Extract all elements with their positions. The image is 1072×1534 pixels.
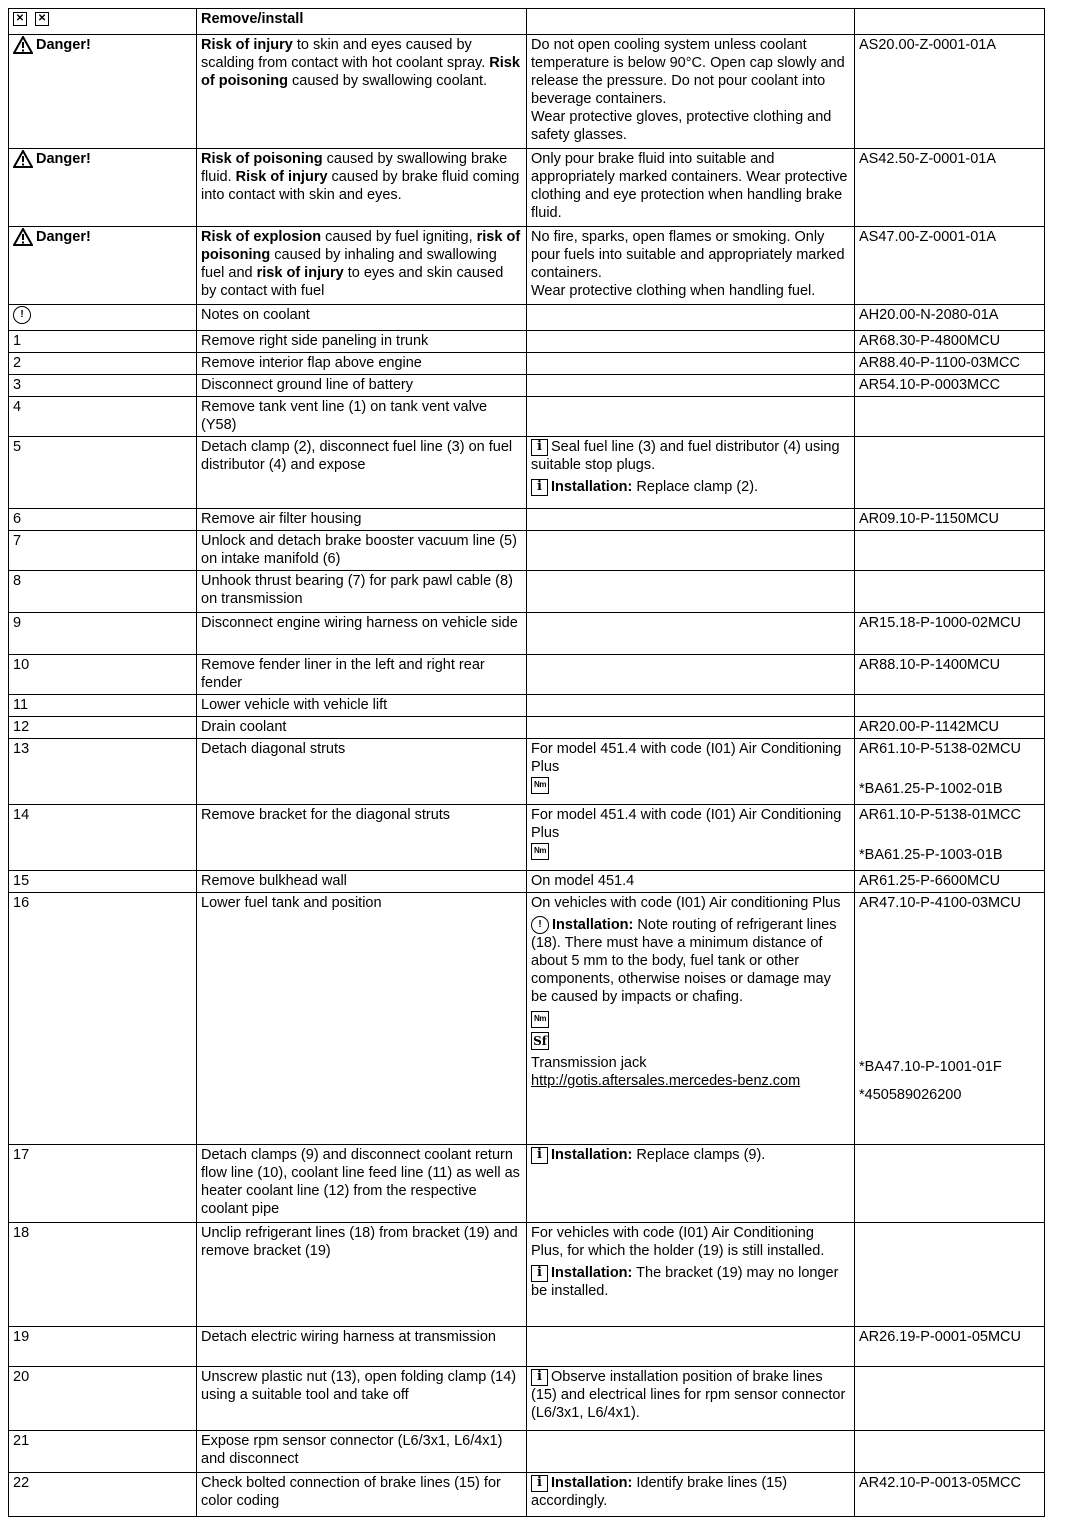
info-text: Note routing of refrigerant lines (18). There must have a minimum distance of about 5 mm to the body, fuel tank or other components, otherwise noises or damage may be caused by impacts or chafing. (531, 917, 837, 1006)
step-number: 18 (9, 1223, 197, 1327)
note-row (9, 305, 1045, 331)
risk-text: Risk of poisoning (201, 151, 323, 167)
step-text: Remove tank vent line (1) on tank vent valve (Y58) (197, 397, 527, 437)
document-ref: AR47.10-P-4100-03MCU (859, 895, 1021, 911)
torque-ref: *BA47.10-P-1001-01F (859, 1059, 1002, 1075)
measure-text: Only pour brake fluid into suitable and appropriately marked containers. Wear protective clothing and eye protection when handling brake fluid. (527, 149, 855, 227)
step-number: 9 (9, 613, 197, 655)
step-number: 11 (9, 695, 197, 717)
step-number: 7 (9, 531, 197, 571)
document-ref: AR20.00-P-1142MCU (855, 717, 1045, 739)
condition-text: For vehicles with code (I01) Air Conditioning Plus, for which the holder (19) is still installed. (531, 1225, 825, 1259)
step-text: Detach diagonal struts (197, 739, 527, 805)
condition-text: On vehicles with code (I01) Air conditioning Plus (531, 895, 841, 911)
step-number: 10 (9, 655, 197, 695)
installation-label: Installation: (552, 917, 634, 933)
special-tool-icon: Sf (531, 1032, 549, 1050)
step-text: Remove right side paneling in trunk (197, 331, 527, 353)
step-number: 14 (9, 805, 197, 871)
tool-link[interactable]: http://gotis.aftersales.mercedes-benz.com (531, 1073, 801, 1090)
risk-text: risk of injury (256, 265, 344, 281)
document-ref: AR42.10-P-0013-05MCC (855, 1473, 1045, 1517)
step-row (9, 717, 1045, 739)
step-text: Disconnect engine wiring harness on vehicle side (197, 613, 527, 655)
document-ref: AS47.00-Z-0001-01A (855, 227, 1045, 305)
step-row (9, 695, 1045, 717)
step-row (9, 1367, 1045, 1431)
warning-triangle-icon (13, 150, 33, 168)
note-icon: ! (13, 306, 31, 324)
step-text: Lower fuel tank and position (197, 893, 527, 1145)
danger-label: Danger! (36, 229, 91, 245)
step-row (9, 1223, 1045, 1327)
info-icon: i (531, 439, 548, 456)
measure-text: No fire, sparks, open flames or smoking. Only pour fuels into suitable and appropriately marked containers. (531, 229, 845, 281)
info-text: Identify brake lines (15) accordingly. (531, 1475, 788, 1509)
step-number: 21 (9, 1431, 197, 1473)
step-row (9, 1327, 1045, 1367)
document-ref: AS42.50-Z-0001-01A (855, 149, 1045, 227)
note-icon: ! (531, 916, 549, 934)
step-number: 6 (9, 509, 197, 531)
document-ref: AH20.00-N-2080-01A (855, 305, 1045, 331)
step-text: Disconnect ground line of battery (197, 375, 527, 397)
step-row (9, 805, 1045, 871)
document-ref: AR61.10-P-5138-02MCU (859, 741, 1021, 757)
info-icon: i (531, 1147, 548, 1164)
step-number: 22 (9, 1473, 197, 1517)
risk-text: risk of poisoning (201, 229, 521, 263)
info-icon: i (531, 1475, 548, 1492)
step-text: Detach clamp (2), disconnect fuel line (3) on fuel distributor (4) and expose (197, 437, 527, 509)
step-row (9, 571, 1045, 613)
step-row (9, 1431, 1045, 1473)
document-ref: AR88.10-P-1400MCU (855, 655, 1045, 695)
step-number: 13 (9, 739, 197, 805)
step-text: Drain coolant (197, 717, 527, 739)
torque-ref: *BA61.25-P-1003-01B (859, 847, 1003, 863)
note-text: Notes on coolant (197, 305, 527, 331)
step-row (9, 655, 1045, 695)
measure-text: Do not open cooling system unless coolant temperature is below 90°C. Open cap slowly and release the pressure. Do not pour coolant into beverage containers. (531, 37, 845, 107)
measure-text: Wear protective gloves, protective clothing and safety glasses. (531, 109, 832, 143)
step-text: Remove bulkhead wall (197, 871, 527, 893)
step-text: Check bolted connection of brake lines (15) for color coding (197, 1473, 527, 1517)
danger-label: Danger! (36, 37, 91, 53)
installation-label: Installation: (551, 1265, 633, 1281)
torque-ref: *BA61.25-P-1002-01B (859, 781, 1003, 797)
step-row (9, 353, 1045, 375)
risk-text: Risk of poisoning (201, 55, 520, 89)
document-ref: AR26.19-P-0001-05MCU (855, 1327, 1045, 1367)
document-ref: AR15.18-P-1000-02MCU (855, 613, 1045, 655)
step-row (9, 739, 1045, 805)
step-number: 4 (9, 397, 197, 437)
step-text: Remove fender liner in the left and right rear fender (197, 655, 527, 695)
step-text: Unscrew plastic nut (13), open folding clamp (14) using a suitable tool and take off (197, 1367, 527, 1431)
info-icon: i (531, 1265, 548, 1282)
torque-icon: Nm (531, 777, 549, 794)
risk-text: Risk of injury (201, 37, 293, 53)
expand-icon: ✕ (13, 12, 27, 26)
info-text: Replace clamp (2). (632, 479, 759, 495)
condition-text: On model 451.4 (527, 871, 855, 893)
condition-text: For model 451.4 with code (I01) Air Conditioning Plus (531, 807, 842, 841)
procedure-table (8, 8, 1045, 1517)
warning-triangle-icon (13, 36, 33, 54)
torque-icon: Nm (531, 1011, 549, 1028)
header-title: Remove/install (197, 9, 527, 35)
step-row (9, 1145, 1045, 1223)
document-ref: AR61.25-P-6600MCU (855, 871, 1045, 893)
step-number: 5 (9, 437, 197, 509)
risk-desc: to eyes and skin caused by contact with fuel (201, 265, 504, 299)
step-number: 17 (9, 1145, 197, 1223)
step-number: 3 (9, 375, 197, 397)
step-number: 16 (9, 893, 197, 1145)
document-ref: AR68.30-P-4800MCU (855, 331, 1045, 353)
step-text: Detach clamps (9) and disconnect coolant return flow line (10), coolant line feed line (11) as well as heater coolant line (12) from the respective coolant pipe (197, 1145, 527, 1223)
tool-text: Transmission jack (531, 1055, 647, 1072)
risk-desc: caused by brake fluid coming into contact with skin and eyes. (201, 169, 520, 203)
step-number: 20 (9, 1367, 197, 1431)
condition-text: For model 451.4 with code (I01) Air Conditioning Plus (531, 741, 842, 775)
risk-desc: caused by fuel igniting, (321, 229, 477, 245)
step-text: Expose rpm sensor connector (L6/3x1, L6/4x1) and disconnect (197, 1431, 527, 1473)
risk-desc: caused by inhaling and swallowing fuel and (201, 247, 497, 281)
info-icon: i (531, 479, 548, 496)
step-text: Remove interior flap above engine (197, 353, 527, 375)
step-row (9, 331, 1045, 353)
step-text: Remove bracket for the diagonal struts (197, 805, 527, 871)
document-ref: AR09.10-P-1150MCU (855, 509, 1045, 531)
risk-text: Risk of explosion (201, 229, 322, 245)
step-row (9, 871, 1045, 893)
step-row (9, 397, 1045, 437)
risk-desc: caused by swallowing brake fluid. (201, 151, 508, 185)
info-text: Observe installation position of brake lines (15) and electrical lines for rpm sensor connector (L6/3x1, L6/4x1). (531, 1369, 846, 1421)
step-row (9, 893, 1045, 1145)
step-text: Unlock and detach brake booster vacuum line (5) on intake manifold (6) (197, 531, 527, 571)
step-text: Lower vehicle with vehicle lift (197, 695, 527, 717)
risk-desc: caused by swallowing coolant. (287, 73, 488, 89)
risk-text: Risk of injury (235, 169, 328, 185)
info-text: The bracket (19) may no longer be installed. (531, 1265, 839, 1299)
document-ref: AR61.10-P-5138-01MCC (859, 807, 1021, 823)
step-row (9, 509, 1045, 531)
danger-row (9, 149, 1045, 227)
installation-label: Installation: (551, 1147, 633, 1163)
installation-label: Installation: (551, 479, 633, 495)
tool-ref: *450589026200 (859, 1087, 962, 1103)
document-ref: AS20.00-Z-0001-01A (855, 35, 1045, 149)
expand-icon: ✕ (35, 12, 49, 26)
info-text: Seal fuel line (3) and fuel distributor (4) using suitable stop plugs. (531, 439, 840, 473)
step-text: Detach electric wiring harness at transmission (197, 1327, 527, 1367)
step-number: 2 (9, 353, 197, 375)
step-text: Remove air filter housing (197, 509, 527, 531)
info-text: Replace clamps (9). (632, 1147, 766, 1163)
step-row (9, 375, 1045, 397)
header-row (9, 9, 1045, 35)
danger-row (9, 227, 1045, 305)
step-number: 15 (9, 871, 197, 893)
step-number: 12 (9, 717, 197, 739)
document-ref: AR88.40-P-1100-03MCC (855, 353, 1045, 375)
step-row (9, 531, 1045, 571)
step-text: Unhook thrust bearing (7) for park pawl cable (8) on transmission (197, 571, 527, 613)
torque-icon: Nm (531, 843, 549, 860)
step-number: 19 (9, 1327, 197, 1367)
step-row (9, 613, 1045, 655)
step-row (9, 1473, 1045, 1517)
step-row (9, 437, 1045, 509)
step-number: 1 (9, 331, 197, 353)
info-icon: i (531, 1369, 548, 1386)
step-number: 8 (9, 571, 197, 613)
installation-label: Installation: (551, 1475, 633, 1491)
warning-triangle-icon (13, 228, 33, 246)
document-ref: AR54.10-P-0003MCC (855, 375, 1045, 397)
measure-text: Wear protective clothing when handling fuel. (531, 283, 816, 299)
danger-label: Danger! (36, 151, 91, 167)
risk-desc: to skin and eyes caused by scalding from contact with hot coolant spray. (201, 37, 490, 71)
danger-row (9, 35, 1045, 149)
step-text: Unclip refrigerant lines (18) from bracket (19) and remove bracket (19) (197, 1223, 527, 1327)
